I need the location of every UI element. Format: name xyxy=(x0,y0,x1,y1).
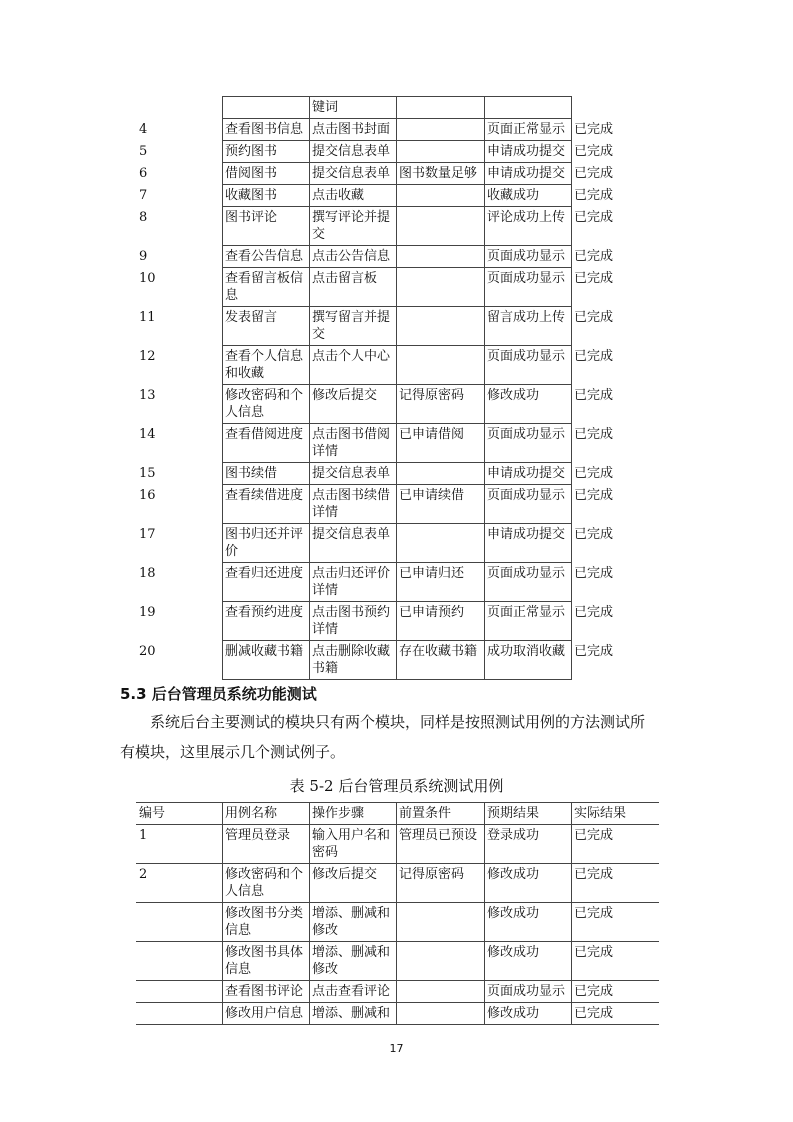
cell-actual: 已完成 xyxy=(572,163,659,185)
cell-pre: 记得原密码 xyxy=(397,385,485,424)
cell-actual: 已完成 xyxy=(572,119,659,141)
cell-expect: 页面正常显示 xyxy=(485,119,572,141)
cell-no: 8 xyxy=(137,207,223,246)
cell-expect: 页面成功显示 xyxy=(485,268,572,307)
table2-row xyxy=(137,864,659,903)
cell-actual: 已完成 xyxy=(572,307,659,346)
cell-pre xyxy=(397,207,485,246)
cell-name: 修改图书具体信息 xyxy=(223,942,310,981)
cell-pre xyxy=(397,268,485,307)
table2-row xyxy=(137,1003,659,1025)
table2-row xyxy=(137,903,659,942)
cell-name: 借阅图书 xyxy=(223,163,310,185)
cell-pre: 管理员已预设 xyxy=(397,825,485,864)
cell-pre xyxy=(397,307,485,346)
cell-expect xyxy=(485,97,572,119)
table1-row xyxy=(137,524,659,563)
cell-expect: 评论成功上传 xyxy=(485,207,572,246)
cell-step: 点击图书封面 xyxy=(310,119,397,141)
cell-no: 10 xyxy=(137,268,223,307)
test-case-table-1 xyxy=(136,96,659,680)
cell-pre xyxy=(397,246,485,268)
cell-no xyxy=(137,942,223,981)
cell-expect: 页面成功显示 xyxy=(485,424,572,463)
table1-row xyxy=(137,307,659,346)
table1-row xyxy=(137,563,659,602)
cell-step: 增添、删减和修改 xyxy=(310,903,397,942)
cell-actual: 已完成 xyxy=(572,185,659,207)
cell-name: 图书归还并评价 xyxy=(223,524,310,563)
header-pre: 前置条件 xyxy=(397,803,485,825)
cell-pre: 存在收藏书籍 xyxy=(397,641,485,680)
header-name: 用例名称 xyxy=(223,803,310,825)
cell-no xyxy=(137,97,223,119)
cell-no xyxy=(137,981,223,1003)
cell-actual: 已完成 xyxy=(572,641,659,680)
cell-no: 14 xyxy=(137,424,223,463)
cell-name: 查看图书信息 xyxy=(223,119,310,141)
cell-no: 7 xyxy=(137,185,223,207)
cell-name: 查看公告信息 xyxy=(223,246,310,268)
cell-expect: 页面正常显示 xyxy=(485,602,572,641)
cell-no: 4 xyxy=(137,119,223,141)
cell-name: 查看借阅进度 xyxy=(223,424,310,463)
cell-expect: 修改成功 xyxy=(485,1003,572,1025)
cell-actual: 已完成 xyxy=(572,268,659,307)
cell-expect: 修改成功 xyxy=(485,903,572,942)
cell-name: 修改图书分类信息 xyxy=(223,903,310,942)
cell-step: 提交信息表单 xyxy=(310,141,397,163)
cell-pre xyxy=(397,903,485,942)
cell-step: 增添、删减和 xyxy=(310,1003,397,1025)
cell-expect: 申请成功提交 xyxy=(485,141,572,163)
cell-expect: 申请成功提交 xyxy=(485,524,572,563)
cell-step: 点击图书预约详情 xyxy=(310,602,397,641)
cell-pre xyxy=(397,524,485,563)
cell-step: 提交信息表单 xyxy=(310,524,397,563)
cell-expect: 页面成功显示 xyxy=(485,246,572,268)
header-no: 编号 xyxy=(137,803,223,825)
cell-pre: 图书数量足够 xyxy=(397,163,485,185)
cell-step: 点击归还评价详情 xyxy=(310,563,397,602)
cell-actual: 已完成 xyxy=(572,942,659,981)
cell-expect: 修改成功 xyxy=(485,385,572,424)
cell-step: 增添、删减和修改 xyxy=(310,942,397,981)
cell-pre xyxy=(397,346,485,385)
cell-expect: 页面成功显示 xyxy=(485,981,572,1003)
cell-no: 5 xyxy=(137,141,223,163)
cell-actual: 已完成 xyxy=(572,424,659,463)
cell-actual: 已完成 xyxy=(572,981,659,1003)
cell-name: 查看预约进度 xyxy=(223,602,310,641)
cell-actual: 已完成 xyxy=(572,524,659,563)
cell-no: 11 xyxy=(137,307,223,346)
cell-step: 撰写评论并提交 xyxy=(310,207,397,246)
cell-name: 查看图书评论 xyxy=(223,981,310,1003)
cell-actual xyxy=(572,97,659,119)
header-expect: 预期结果 xyxy=(485,803,572,825)
cell-expect: 申请成功提交 xyxy=(485,163,572,185)
cell-name: 管理员登录 xyxy=(223,825,310,864)
cell-expect: 申请成功提交 xyxy=(485,463,572,485)
table1-row xyxy=(137,119,659,141)
cell-name: 修改用户信息 xyxy=(223,1003,310,1025)
table1-row xyxy=(137,385,659,424)
cell-step: 点击删除收藏书籍 xyxy=(310,641,397,680)
cell-expect: 收藏成功 xyxy=(485,185,572,207)
cell-no xyxy=(137,1003,223,1025)
table1-row xyxy=(137,246,659,268)
paragraph-line-2: 有模块，这里展示几个测试例子。 xyxy=(120,743,346,761)
cell-no: 12 xyxy=(137,346,223,385)
cell-step: 键词 xyxy=(310,97,397,119)
cell-name xyxy=(223,97,310,119)
cell-name: 查看留言板信息 xyxy=(223,268,310,307)
cell-pre: 已申请归还 xyxy=(397,563,485,602)
table2-row xyxy=(137,942,659,981)
table1-row xyxy=(137,641,659,680)
cell-pre xyxy=(397,119,485,141)
cell-no: 9 xyxy=(137,246,223,268)
cell-actual: 已完成 xyxy=(572,485,659,524)
cell-step: 提交信息表单 xyxy=(310,463,397,485)
paragraph-line-1: 系统后台主要测试的模块只有两个模块，同样是按照测试用例的方法测试所 xyxy=(150,713,646,731)
cell-expect: 页面成功显示 xyxy=(485,563,572,602)
cell-pre: 已申请续借 xyxy=(397,485,485,524)
cell-expect: 页面成功显示 xyxy=(485,346,572,385)
cell-no: 17 xyxy=(137,524,223,563)
cell-actual: 已完成 xyxy=(572,385,659,424)
cell-step: 点击查看评论 xyxy=(310,981,397,1003)
table1-row xyxy=(137,463,659,485)
cell-name: 预约图书 xyxy=(223,141,310,163)
cell-step: 输入用户名和密码 xyxy=(310,825,397,864)
cell-pre xyxy=(397,97,485,119)
cell-name: 查看个人信息和收藏 xyxy=(223,346,310,385)
cell-expect: 成功取消收藏 xyxy=(485,641,572,680)
cell-name: 图书评论 xyxy=(223,207,310,246)
table-header-row xyxy=(137,803,659,825)
cell-name: 修改密码和个人信息 xyxy=(223,864,310,903)
section-heading: 5.3 后台管理员系统功能测试 xyxy=(120,685,317,703)
header-step: 操作步骤 xyxy=(310,803,397,825)
cell-step: 点击收藏 xyxy=(310,185,397,207)
cell-actual: 已完成 xyxy=(572,825,659,864)
page-number: 17 xyxy=(389,1042,404,1055)
cell-actual: 已完成 xyxy=(572,563,659,602)
cell-name: 图书续借 xyxy=(223,463,310,485)
cell-pre: 记得原密码 xyxy=(397,864,485,903)
cell-no: 6 xyxy=(137,163,223,185)
cell-expect: 页面成功显示 xyxy=(485,485,572,524)
cell-no: 19 xyxy=(137,602,223,641)
cell-step: 提交信息表单 xyxy=(310,163,397,185)
table1-row xyxy=(137,141,659,163)
table2-row xyxy=(137,825,659,864)
cell-step: 点击图书借阅详情 xyxy=(310,424,397,463)
cell-step: 点击图书续借详情 xyxy=(310,485,397,524)
table1-row xyxy=(137,268,659,307)
cell-step: 修改后提交 xyxy=(310,864,397,903)
cell-name: 查看续借进度 xyxy=(223,485,310,524)
cell-step: 点击留言板 xyxy=(310,268,397,307)
cell-expect: 修改成功 xyxy=(485,864,572,903)
cell-actual: 已完成 xyxy=(572,346,659,385)
cell-no: 15 xyxy=(137,463,223,485)
cell-no: 2 xyxy=(137,864,223,903)
cell-step: 撰写留言并提交 xyxy=(310,307,397,346)
cell-pre xyxy=(397,141,485,163)
cell-step: 点击个人中心 xyxy=(310,346,397,385)
table-caption: 表 5-2 后台管理员系统测试用例 xyxy=(289,777,504,795)
cell-no: 1 xyxy=(137,825,223,864)
cell-expect: 登录成功 xyxy=(485,825,572,864)
cell-name: 收藏图书 xyxy=(223,185,310,207)
cell-pre xyxy=(397,981,485,1003)
cell-actual: 已完成 xyxy=(572,207,659,246)
cell-step: 修改后提交 xyxy=(310,385,397,424)
cell-no: 16 xyxy=(137,485,223,524)
cell-actual: 已完成 xyxy=(572,246,659,268)
cell-pre xyxy=(397,1003,485,1025)
table1-row xyxy=(137,185,659,207)
cell-actual: 已完成 xyxy=(572,141,659,163)
cell-actual: 已完成 xyxy=(572,1003,659,1025)
test-case-table-2 xyxy=(136,802,659,1025)
cell-actual: 已完成 xyxy=(572,903,659,942)
cell-expect: 修改成功 xyxy=(485,942,572,981)
header-actual: 实际结果 xyxy=(572,803,659,825)
table1-row xyxy=(137,424,659,463)
table1-row xyxy=(137,485,659,524)
cell-name: 发表留言 xyxy=(223,307,310,346)
cell-pre: 已申请预约 xyxy=(397,602,485,641)
cell-name: 修改密码和个人信息 xyxy=(223,385,310,424)
cell-expect: 留言成功上传 xyxy=(485,307,572,346)
table2-row xyxy=(137,981,659,1003)
table1-row xyxy=(137,163,659,185)
cell-name: 查看归还进度 xyxy=(223,563,310,602)
table1-row xyxy=(137,346,659,385)
cell-name: 删减收藏书籍 xyxy=(223,641,310,680)
cell-actual: 已完成 xyxy=(572,463,659,485)
table1-row xyxy=(137,207,659,246)
cell-step: 点击公告信息 xyxy=(310,246,397,268)
table1-row xyxy=(137,97,659,119)
cell-pre xyxy=(397,942,485,981)
cell-no: 20 xyxy=(137,641,223,680)
cell-pre: 已申请借阅 xyxy=(397,424,485,463)
cell-pre xyxy=(397,463,485,485)
cell-no xyxy=(137,903,223,942)
cell-no: 18 xyxy=(137,563,223,602)
cell-actual: 已完成 xyxy=(572,864,659,903)
table1-row xyxy=(137,602,659,641)
cell-actual: 已完成 xyxy=(572,602,659,641)
cell-no: 13 xyxy=(137,385,223,424)
cell-pre xyxy=(397,185,485,207)
